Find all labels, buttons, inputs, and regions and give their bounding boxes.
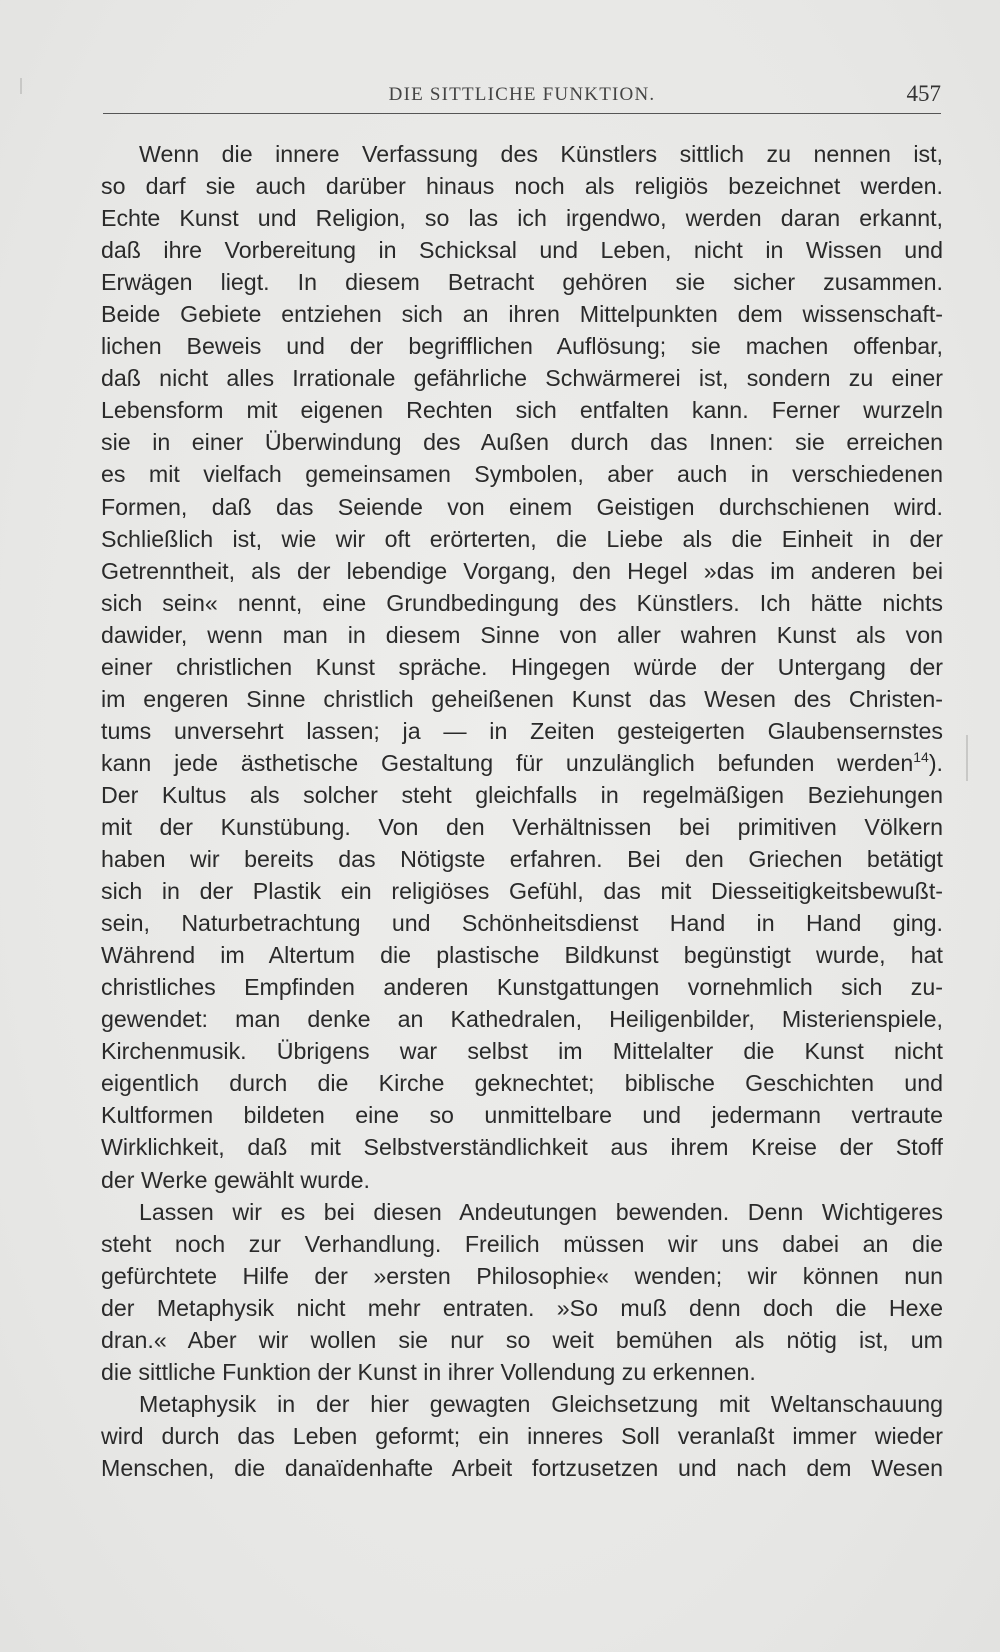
paragraph-2	[101, 1196, 943, 1388]
margin-mark	[966, 735, 968, 781]
text-line: Kirchenmusik. Übrigens war selbst im Mittelalter die Kunst nicht	[101, 1038, 943, 1065]
text-line: einer christlichen Kunst spräche. Hingegen würde der Untergang der	[101, 653, 943, 680]
footnote-reference: 14	[913, 748, 929, 765]
page-number: 457	[906, 81, 941, 106]
text-line-with-footnote	[101, 747, 943, 779]
text-line: lichen Beweis und der begrifflichen Auflösung; sie machen offenbar,	[101, 333, 943, 360]
text-line: gefürchtete Hilfe der »ersten Philosophie« wenden; wir können nun	[101, 1262, 943, 1289]
margin-mark	[20, 78, 22, 94]
header-rule	[103, 113, 941, 114]
text-line: sich sein« nennt, eine Grundbedingung des Künstlers. Ich hätte nichts	[101, 589, 943, 616]
paragraph-3	[101, 1388, 943, 1484]
text-line: haben wir bereits das Nötigste erfahren. Bei den Griechen betätigt	[101, 846, 943, 873]
text-line: der Metaphysik nicht mehr entraten. »So muß denn doch die Hexe	[101, 1294, 943, 1321]
text-line: steht noch zur Verhandlung. Freilich müssen wir uns dabei an die	[101, 1230, 943, 1257]
text-line: dran.« Aber wir wollen sie nur so weit bemühen als nötig ist, um	[101, 1326, 943, 1353]
text-line: Formen, daß das Seiende von einem Geistigen durchschienen wird.	[101, 493, 943, 520]
text-line: christliches Empfinden anderen Kunstgattungen vornehmlich sich zu-	[101, 974, 943, 1001]
text-line: sich in der Plastik ein religiöses Gefühl, das mit Diesseitigkeitsbewußt-	[101, 878, 943, 905]
text-line: sie in einer Überwindung des Außen durch das Innen: sie erreichen	[101, 429, 943, 456]
text-line: so darf sie auch darüber hinaus noch als religiös bezeichnet werden.	[101, 173, 943, 200]
text-line: Lassen wir es bei diesen Andeutungen bewenden. Denn Wichtigeres	[139, 1198, 943, 1225]
text-line: wird durch das Leben geformt; ein inneres Soll veranlaßt immer wieder	[101, 1422, 943, 1449]
text-line: es mit vielfach gemeinsamen Symbolen, aber auch in verschiedenen	[101, 461, 943, 488]
text-line: Wirklichkeit, daß mit Selbstverständlichkeit aus ihrem Kreise der Stoff	[101, 1134, 943, 1161]
text-line: Echte Kunst und Religion, so las ich irgendwo, werden daran erkannt,	[101, 205, 943, 232]
text-line: daß nicht alles Irrationale gefährliche Schwärmerei ist, sondern zu einer	[101, 365, 943, 392]
text-line-content: kann jede ästhetische Gestaltung für unzulänglich befunden werden	[101, 749, 914, 776]
page-header	[103, 80, 941, 110]
text-line: gewendet: man denke an Kathedralen, Heiligenbilder, Misterienspiele,	[101, 1006, 943, 1033]
text-line: Während im Altertum die plastische Bildkunst begünstigt wurde, hat	[101, 942, 943, 969]
text-line: der Werke gewählt wurde.	[101, 1166, 370, 1193]
text-line: Kultformen bildeten eine so unmittelbare und jedermann vertraute	[101, 1102, 943, 1129]
text-line: im engeren Sinne christlich geheißenen Kunst das Wesen des Christen-	[101, 685, 943, 712]
text-line: die sittliche Funktion der Kunst in ihrer Vollendung zu erkennen.	[101, 1358, 756, 1385]
text-line: Getrenntheit, als der lebendige Vorgang, den Hegel »das im anderen bei	[101, 557, 943, 584]
text-line: Wenn die innere Verfassung des Künstlers sittlich zu nennen ist,	[139, 141, 943, 167]
text-line: daß ihre Vorbereitung in Schicksal und Leben, nicht in Wissen und	[101, 237, 943, 264]
text-line: Erwägen liegt. In diesem Betracht gehören sie sicher zusammen.	[101, 269, 943, 296]
text-line: Der Kultus als solcher steht gleichfalls in regelmäßigen Beziehungen	[101, 781, 943, 808]
body-text	[101, 138, 943, 1484]
text-line: sein, Naturbetrachtung und Schönheitsdienst Hand in Hand ging.	[101, 910, 943, 937]
text-line: Lebensform mit eigenen Rechten sich entfalten kann. Ferner wurzeln	[101, 397, 943, 424]
footnote-close: ).	[928, 749, 943, 776]
running-head: DIE SITTLICHE FUNKTION.	[388, 84, 656, 105]
paragraph-1	[101, 138, 943, 1196]
text-line: tums unversehrt lassen; ja — in Zeiten gesteigerten Glaubensernstes	[101, 717, 943, 744]
text-line: Schließlich ist, wie wir oft erörterten, die Liebe als die Einheit in der	[101, 525, 943, 552]
text-line: Beide Gebiete entziehen sich an ihren Mittelpunkten dem wissenschaft-	[101, 301, 943, 328]
text-line: dawider, wenn man in diesem Sinne von aller wahren Kunst als von	[101, 621, 943, 648]
text-line: Menschen, die danaïdenhafte Arbeit fortzusetzen und nach dem Wesen	[101, 1454, 943, 1481]
text-line: eigentlich durch die Kirche geknechtet; biblische Geschichten und	[101, 1070, 943, 1097]
text-line: Metaphysik in der hier gewagten Gleichsetzung mit Weltanschauung	[139, 1390, 943, 1417]
text-line: mit der Kunstübung. Von den Verhältnissen bei primitiven Völkern	[101, 813, 943, 840]
